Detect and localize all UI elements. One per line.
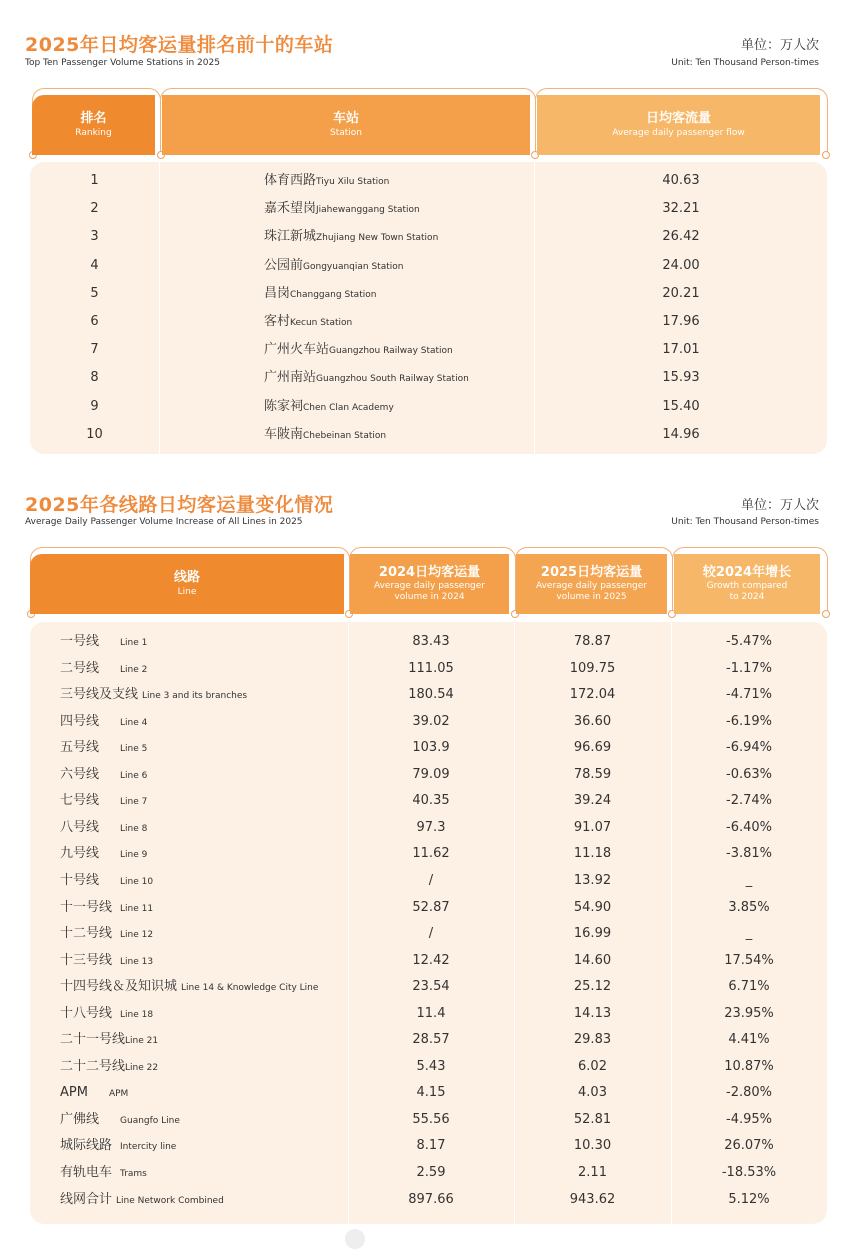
flow-value-cell: 24.00 <box>662 257 700 273</box>
volume-2025-cell: 36.60 <box>573 713 612 729</box>
line-name-en: Line 3 and its branches <box>142 691 248 702</box>
line-name-en: Intercity line <box>120 1142 177 1153</box>
station-name-en: Jiahewanggang Station <box>316 205 420 216</box>
growth-cell: 6.71% <box>728 979 770 995</box>
table-row <box>30 1000 827 1026</box>
station-cell <box>264 252 403 280</box>
table-row <box>30 894 827 920</box>
line-name-zh: 八号线 <box>60 819 100 835</box>
station-cell <box>264 364 469 392</box>
line-name-en: Line 21 <box>125 1036 159 1047</box>
line-name-zh: 城际线路 <box>60 1138 113 1154</box>
table-row <box>30 787 827 813</box>
table-row <box>30 973 827 999</box>
flow-value-cell: 26.42 <box>662 229 700 245</box>
volume-2024-cell: 11.62 <box>412 846 450 862</box>
flow-value-cell: 17.96 <box>662 314 700 329</box>
line-name-zh: 十二号线 <box>60 926 113 942</box>
line-table-body <box>30 622 827 1224</box>
station-name-en: Gongyuanqian Station <box>303 261 404 272</box>
volume-2024-cell: 55.56 <box>412 1111 450 1127</box>
line-cell <box>60 1159 147 1187</box>
volume-2025-cell: 16.99 <box>573 926 612 942</box>
section1-title: 2025年日均客运量排名前十的车站 <box>25 34 334 56</box>
line-name-zh: 线网合计 <box>60 1191 113 1207</box>
rank-cell: 6 <box>90 314 99 329</box>
volume-2024-cell: 79.09 <box>412 766 450 782</box>
line-cell <box>60 1079 128 1107</box>
section1-unit-zh: 单位：万人次 <box>740 38 819 53</box>
growth-cell: _ <box>745 926 753 942</box>
volume-2024-cell: 52.87 <box>412 899 450 915</box>
line-name-zh: 九号线 <box>60 846 100 862</box>
table-row <box>30 280 827 308</box>
station-name-zh: 车陂南 <box>264 426 304 442</box>
line-name-en: Line 6 <box>120 770 148 781</box>
station-name-zh: 嘉禾望岗 <box>264 201 317 217</box>
station-name-en: Zhujiang New Town Station <box>316 233 439 244</box>
volume-2025-cell: 11.18 <box>573 846 612 862</box>
table-row <box>30 628 827 654</box>
station-cell <box>264 195 420 223</box>
flow-value-cell: 20.21 <box>662 285 700 301</box>
station-name-zh: 客村 <box>264 314 291 329</box>
line-cell <box>60 1053 158 1081</box>
station-cell <box>264 223 438 251</box>
volume-2025-cell: 14.13 <box>573 1005 612 1021</box>
table-row <box>30 195 827 223</box>
line-cell <box>60 1026 158 1054</box>
growth-cell: 23.95% <box>724 1005 774 1021</box>
volume-2025-cell: 91.07 <box>573 819 612 835</box>
growth-cell: 4.41% <box>728 1032 770 1048</box>
table-row <box>30 1159 827 1185</box>
line-name-en: Line 4 <box>120 717 148 728</box>
line-cell <box>60 920 153 948</box>
volume-2025-cell: 2.11 <box>578 1165 607 1180</box>
table-row <box>30 655 827 681</box>
growth-cell: -2.74% <box>726 793 772 809</box>
growth-cell: -3.81% <box>726 846 772 862</box>
growth-cell: 26.07% <box>724 1138 774 1154</box>
line-cell <box>60 787 147 815</box>
line-name-en: Line 9 <box>120 850 148 861</box>
table-row <box>30 814 827 840</box>
line-cell <box>60 1132 176 1160</box>
watermark-logo-icon <box>345 1229 365 1249</box>
line-name-zh: APM <box>60 1085 88 1101</box>
table-row <box>30 393 827 421</box>
line-cell <box>60 628 147 656</box>
rank-cell: 8 <box>90 370 99 386</box>
table-row <box>30 1132 827 1158</box>
table-row <box>30 920 827 946</box>
station-name-zh: 陈家祠 <box>264 398 304 414</box>
rank-cell: 9 <box>90 398 99 414</box>
station-name-zh: 珠江新城 <box>264 229 317 245</box>
growth-cell: 17.54% <box>724 952 774 968</box>
station-cell <box>264 308 352 336</box>
volume-2024-cell: 40.35 <box>412 793 450 809</box>
station-cell <box>264 280 376 308</box>
growth-cell: -6.19% <box>726 713 772 729</box>
station-name-zh: 体育西路 <box>264 173 317 188</box>
volume-2024-cell: 8.17 <box>416 1138 446 1154</box>
volume-2025-cell: 172.04 <box>569 687 616 703</box>
section2-subtitle: Average Daily Passenger Volume Increase of All Lines in 2025 <box>25 517 303 527</box>
volume-2024-cell: 111.05 <box>408 660 454 676</box>
table-row <box>30 1106 827 1132</box>
line-cell <box>60 867 153 895</box>
volume-2024-cell: 28.57 <box>412 1032 450 1048</box>
volume-2024-cell: 39.02 <box>412 713 450 729</box>
table-row <box>30 947 827 973</box>
table-row <box>30 421 827 449</box>
volume-2024-cell: 897.66 <box>408 1191 454 1207</box>
table-row <box>30 734 827 760</box>
growth-cell: 5.12% <box>728 1191 770 1207</box>
rank-cell: 4 <box>90 257 99 273</box>
volume-2025-cell: 78.87 <box>573 634 612 649</box>
table-row <box>30 336 827 364</box>
growth-cell: -4.95% <box>726 1111 772 1127</box>
rank-cell: 3 <box>90 229 99 245</box>
table-row <box>30 708 827 734</box>
station-cell <box>264 393 394 421</box>
table-row <box>30 308 827 336</box>
table-row <box>30 1186 827 1212</box>
line-name-en: Line 11 <box>120 903 154 914</box>
line-cell <box>60 814 147 842</box>
volume-2025-cell: 29.83 <box>573 1032 612 1048</box>
line-name-en: APM <box>108 1089 129 1100</box>
line-name-en: Line 13 <box>120 956 154 967</box>
volume-2025-cell: 54.90 <box>573 899 612 915</box>
line-name-zh: 六号线 <box>60 766 100 782</box>
line-name-zh: 十一号线 <box>60 899 113 915</box>
line-name-en: Line 10 <box>120 876 154 887</box>
table-row <box>30 364 827 392</box>
station-name-en: Kecun Station <box>290 318 353 328</box>
line-cell <box>60 681 247 709</box>
line-name-en: Line 14 & Knowledge City Line <box>181 983 319 994</box>
growth-cell: -1.17% <box>726 660 772 676</box>
flow-value-cell: 32.21 <box>662 201 700 217</box>
line-name-zh: 十八号线 <box>60 1005 113 1021</box>
line-cell <box>60 1000 153 1028</box>
flow-value-cell: 14.96 <box>662 426 700 442</box>
header-line: 线路 Line <box>30 554 344 614</box>
volume-2024-cell: 23.54 <box>412 979 450 995</box>
station-name-en: Chebeinan Station <box>303 430 387 441</box>
line-cell <box>60 1186 224 1214</box>
table-row <box>30 223 827 251</box>
flow-value-cell: 17.01 <box>662 342 700 358</box>
line-name-zh: 二十一号线 <box>60 1032 126 1048</box>
rank-cell: 2 <box>90 201 99 217</box>
line-name-en: Trams <box>120 1169 147 1179</box>
line-name-zh: 二号线 <box>60 660 100 676</box>
station-cell <box>264 167 389 195</box>
section1-subtitle: Top Ten Passenger Volume Stations in 2025 <box>25 58 220 68</box>
line-cell <box>60 840 147 868</box>
line-name-en: Line Network Combined <box>116 1195 224 1206</box>
table-row <box>30 252 827 280</box>
volume-2024-cell: 5.43 <box>416 1058 446 1074</box>
line-name-zh: 七号线 <box>60 793 100 809</box>
station-name-zh: 昌岗 <box>264 285 291 301</box>
volume-2025-cell: 943.62 <box>569 1191 616 1207</box>
line-name-zh: 十三号线 <box>60 952 113 968</box>
section2-unit-en: Unit: Ten Thousand Person-times <box>671 517 819 527</box>
line-name-en: Line 12 <box>120 930 154 941</box>
volume-2025-cell: 14.60 <box>573 952 612 968</box>
header-daily-flow: 日均客流量 Average daily passenger flow <box>537 95 820 155</box>
table-row <box>30 1026 827 1052</box>
rank-cell: 7 <box>90 342 99 358</box>
volume-2025-cell: 52.81 <box>573 1111 612 1127</box>
volume-2025-cell: 109.75 <box>569 660 616 676</box>
line-cell <box>60 973 318 1001</box>
line-name-zh: 三号线及支线 <box>60 687 139 703</box>
volume-2024-cell: 4.15 <box>416 1085 446 1101</box>
station-name-zh: 广州南站 <box>264 370 317 386</box>
volume-2024-cell: 83.43 <box>412 634 450 649</box>
section1-unit-en: Unit: Ten Thousand Person-times <box>671 58 819 68</box>
line-name-en: Line 18 <box>120 1009 154 1020</box>
header-2025-volume: 2025日均客运量 Average daily passenger volume in 2025 <box>516 554 667 614</box>
line-cell <box>60 655 147 683</box>
line-cell <box>60 1106 180 1134</box>
header-2024-volume: 2024日均客运量 Average daily passenger volume in 2024 <box>350 554 509 614</box>
line-name-zh: 十号线 <box>60 872 100 888</box>
line-name-en: Line 8 <box>120 823 148 834</box>
growth-cell: -4.71% <box>726 687 772 703</box>
line-name-zh: 广佛线 <box>60 1111 100 1127</box>
header-growth: 较2024年增长 Growth compared to 2024 <box>674 554 820 614</box>
volume-2024-cell: 12.42 <box>412 952 450 968</box>
flow-value-cell: 15.40 <box>662 398 700 414</box>
station-cell <box>264 421 386 449</box>
station-name-zh: 广州火车站 <box>264 342 330 358</box>
volume-2024-cell: 97.3 <box>416 819 446 835</box>
volume-2025-cell: 4.03 <box>578 1085 607 1101</box>
flow-value-cell: 40.63 <box>662 173 700 188</box>
table-row <box>30 681 827 707</box>
volume-2025-cell: 78.59 <box>573 766 612 782</box>
growth-cell: -2.80% <box>726 1085 772 1101</box>
table-row <box>30 867 827 893</box>
line-cell <box>60 894 153 922</box>
volume-2024-cell: 180.54 <box>408 687 454 703</box>
line-name-zh: 一号线 <box>60 634 100 649</box>
rank-cell: 10 <box>86 426 103 442</box>
header-ranking: 排名 Ranking <box>32 95 155 155</box>
table-row <box>30 840 827 866</box>
growth-cell: -5.47% <box>726 634 772 649</box>
volume-2025-cell: 39.24 <box>573 793 612 809</box>
volume-2025-cell: 25.12 <box>573 979 612 995</box>
volume-2025-cell: 6.02 <box>578 1058 607 1074</box>
station-name-en: Chen Clan Academy <box>303 402 394 413</box>
table-row <box>30 1053 827 1079</box>
table-row <box>30 167 827 195</box>
volume-2025-cell: 13.92 <box>573 872 612 888</box>
section2-unit-zh: 单位：万人次 <box>740 498 819 513</box>
volume-2024-cell: 11.4 <box>416 1005 446 1021</box>
line-name-zh: 十四号线＆及知识城 <box>60 979 178 995</box>
header-station: 车站 Station <box>162 95 530 155</box>
station-cell <box>264 336 453 364</box>
station-name-zh: 公园前 <box>264 257 304 273</box>
growth-cell: 10.87% <box>724 1058 774 1074</box>
line-name-en: Line 5 <box>120 744 148 755</box>
volume-2024-cell: / <box>428 872 434 888</box>
station-name-en: Guangzhou Railway Station <box>329 346 453 357</box>
rank-cell: 5 <box>90 285 99 301</box>
flow-value-cell: 15.93 <box>662 370 700 386</box>
line-name-zh: 有轨电车 <box>60 1165 113 1180</box>
line-name-zh: 四号线 <box>60 713 100 729</box>
volume-2024-cell: 2.59 <box>416 1165 446 1180</box>
growth-cell: -18.53% <box>721 1165 777 1180</box>
rank-cell: 1 <box>90 173 99 188</box>
section2-title: 2025年各线路日均客运量变化情况 <box>25 494 334 516</box>
volume-2024-cell: 103.9 <box>412 740 450 756</box>
line-cell <box>60 947 153 975</box>
growth-cell: 3.85% <box>728 899 770 915</box>
line-name-en: Line 7 <box>120 797 148 808</box>
volume-2025-cell: 10.30 <box>573 1138 612 1154</box>
line-cell <box>60 734 147 762</box>
growth-cell: -6.94% <box>726 740 772 756</box>
station-name-en: Tiyu Xilu Station <box>316 177 390 187</box>
line-name-en: Guangfo Line <box>120 1115 180 1126</box>
line-name-en: Line 22 <box>125 1062 159 1073</box>
line-name-en: Line 1 <box>120 638 148 648</box>
line-name-en: Line 2 <box>120 664 148 675</box>
station-name-en: Changgang Station <box>290 289 377 300</box>
growth-cell: -6.40% <box>726 819 772 835</box>
volume-2025-cell: 96.69 <box>573 740 612 756</box>
table-row <box>30 761 827 787</box>
line-name-zh: 五号线 <box>60 740 100 756</box>
station-table-body <box>30 162 827 454</box>
line-name-zh: 二十二号线 <box>60 1058 126 1074</box>
volume-2024-cell: / <box>428 926 434 942</box>
growth-cell: _ <box>745 872 753 888</box>
line-cell <box>60 708 147 736</box>
line-cell <box>60 761 147 789</box>
growth-cell: -0.63% <box>726 766 772 782</box>
watermark <box>345 1228 515 1250</box>
station-name-en: Guangzhou South Railway Station <box>316 374 469 385</box>
table-row <box>30 1079 827 1105</box>
